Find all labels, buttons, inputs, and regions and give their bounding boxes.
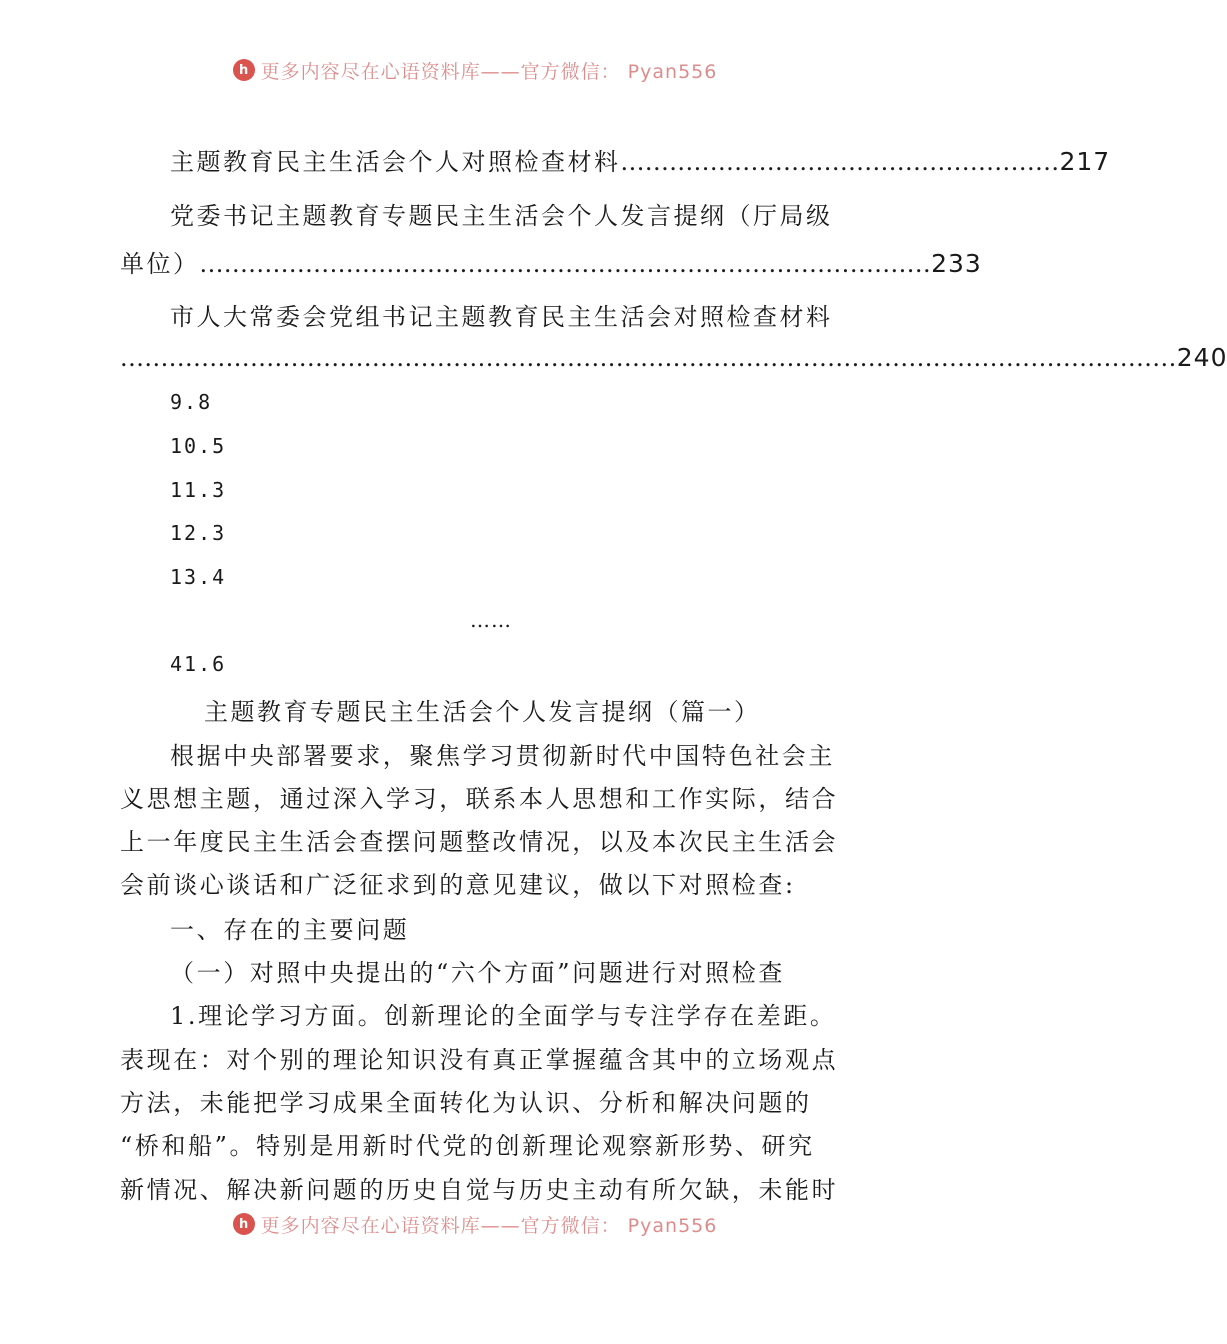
list-number: 11.3: [170, 478, 227, 502]
ellipsis: ……: [470, 608, 512, 632]
watermark-text: 更多内容尽在心语资料库——官方微信： Pyan556: [260, 60, 718, 83]
list-number: 13.4: [170, 565, 227, 589]
paragraph-line: 会前谈心谈话和广泛征求到的意见建议，做以下对照检查:: [120, 871, 796, 899]
toc-page-number: 240: [1176, 343, 1227, 372]
watermark-logo-icon: h: [233, 59, 255, 81]
toc-title: 主题教育民主生活会个人对照检查材料: [170, 148, 621, 176]
paragraph-line: 方法，未能把学习成果全面转化为认识、分析和解决问题的: [120, 1089, 812, 1117]
list-number: 41.6: [170, 652, 227, 676]
toc-leader-dots: ......................................................: [620, 148, 1060, 176]
watermark-header: [0, 58, 950, 82]
subsection-heading: （一）对照中央提出的“六个方面”问题进行对照检查: [170, 959, 785, 987]
paragraph-line: 根据中央部署要求，聚焦学习贯彻新时代中国特色社会主: [170, 742, 835, 770]
toc-entry[interactable]: [120, 244, 982, 279]
toc-title[interactable]: 市人大常委会党组书记主题教育民主生活会对照检查材料: [170, 303, 833, 331]
watermark-footer: [0, 1212, 950, 1236]
toc-leader-dots: ..................................................................................................................................: [120, 344, 1177, 372]
toc-title-continuation: 单位）: [120, 250, 200, 278]
toc-title[interactable]: 党委书记主题教育专题民主生活会个人发言提纲（厅局级: [170, 202, 833, 230]
watermark-text: 更多内容尽在心语资料库——官方微信： Pyan556: [260, 1214, 718, 1237]
paragraph-line: 1.理论学习方面。创新理论的全面学与专注学存在差距。: [170, 1002, 837, 1030]
paragraph-line: 义思想主题，通过深入学习，联系本人思想和工作实际，结合: [120, 785, 839, 813]
toc-page-number: 217: [1059, 147, 1111, 176]
section-heading: 一、存在的主要问题: [170, 916, 410, 944]
paragraph-line: 上一年度民主生活会查摆问题整改情况，以及本次民主生活会: [120, 828, 839, 856]
list-number: 9.8: [170, 390, 213, 414]
watermark-logo-icon: h: [233, 1213, 255, 1235]
paragraph-line: 表现在：对个别的理论知识没有真正掌握蕴含其中的立场观点: [120, 1046, 839, 1074]
paragraph-line: “桥和船”。特别是用新时代党的创新理论观察新形势、研究: [120, 1132, 815, 1160]
article-title: 主题教育专题民主生活会个人发言提纲（篇一）: [204, 698, 761, 726]
paragraph-line: 新情况、解决新问题的历史自觉与历史主动有所欠缺，未能时: [120, 1176, 839, 1204]
toc-page-number: 233: [931, 249, 982, 278]
toc-entry[interactable]: [120, 142, 1111, 177]
list-number: 10.5: [170, 434, 227, 458]
list-number: 12.3: [170, 521, 227, 545]
toc-leader-dots: ..........................................................................................: [199, 250, 932, 278]
toc-entry[interactable]: [120, 343, 1227, 372]
